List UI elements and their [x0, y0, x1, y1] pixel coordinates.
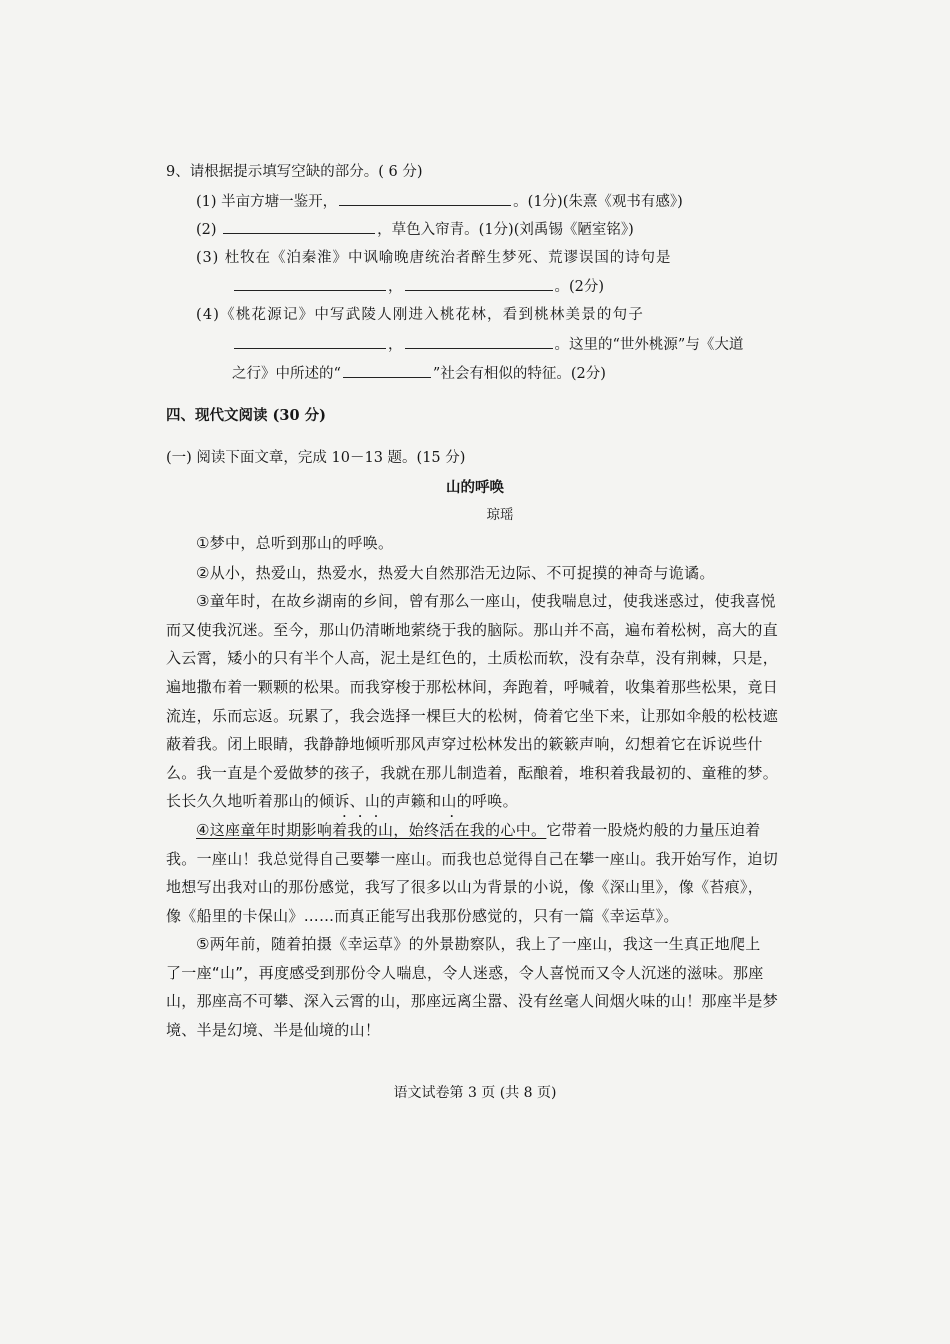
item-3-separator: ， [388, 279, 403, 295]
item-4-blank-2[interactable] [405, 334, 553, 349]
paragraph-4-line-3: 地想写出我对山的那份感觉，我写了很多以山为背景的小说，像《深山里》，像《苔痕》， [166, 878, 764, 896]
item-4-blank-1[interactable] [234, 334, 386, 349]
paragraph-4-line-1 [196, 820, 782, 840]
section-4-subheading: (一) 阅读下面文章，完成 10－13 题。(15 分) [166, 450, 466, 466]
item-2-blank[interactable] [223, 219, 375, 234]
section-4-heading: 四、现代文阅读 (30 分) [166, 407, 326, 424]
paragraph-3-line-4: 遍地撒布着一颗颗的松果。而我穿梭于那松林间，奔跑着，呼喊着，收集着那些松果，竟日 [166, 678, 779, 696]
paragraph-5-line-3: 山，那座高不可攀、深入云霄的山，那座远离尘嚣、没有丝毫人间烟火味的山！那座半是梦 [166, 992, 779, 1010]
question-9-item-2 [196, 219, 634, 240]
paragraph-3-line-7: 么。我一直是个爱做梦的孩子，我就在那儿制造着，酝酿着，堆积着我最初的、童稚的梦。 [166, 764, 779, 782]
paragraph-2: ②从小，热爱山，热爱水，热爱大自然那浩无边际、不可捉摸的神奇与诡谲。 [196, 564, 715, 582]
paragraph-4-line-4: 像《船里的卡保山》……而真正能写出我那份感觉的，只有一篇《幸运草》。 [166, 907, 679, 925]
paragraph-5-line-4: 境、半是幻境、半是仙境的山！ [166, 1021, 381, 1039]
item-4-prompt-2: 之行》中所述的“ [232, 366, 341, 382]
paragraph-4-line-1-rest: 它带着一股烧灼般的力量压迫着 [546, 821, 761, 839]
question-9-item-1 [196, 191, 683, 212]
question-9-item-3-answer [232, 276, 604, 297]
paragraph-3-line-2: 而又使我沉迷。至今，那山仍清晰地萦绕于我的脑际。那山并不高，遍布着松树，高大的直 [166, 621, 779, 639]
item-4-separator: ， [388, 337, 403, 353]
item-2-suffix: ，草色入帘青。(1分)(刘禹锡《陋室铭》) [377, 222, 634, 238]
question-9-item-4-answer [232, 334, 743, 355]
item-2-prompt: (2) [196, 222, 217, 238]
paragraph-3-line-1: ③童年时，在故乡湖南的乡间，曾有那么一座山，使我喘息过，使我迷惑过，使我喜悦 [196, 592, 776, 610]
item-3-blank-2[interactable] [405, 276, 553, 291]
item-4-suffix-2: ”社会有相似的特征。(2分) [432, 366, 606, 382]
paragraph-3-line-8: 长长久久地听着那山的倾诉、山的声籁和山的呼唤。 [166, 792, 518, 810]
page-footer: 语文试卷第 3 页 (共 8 页) [393, 1085, 557, 1101]
paragraph-3-line-6: 蔽着我。闭上眼睛，我静静地倾听那风声穿过松林发出的簌簌声响，幻想着它在诉说些什 [166, 735, 763, 753]
article-author: 琼瑶 [486, 507, 514, 523]
question-9-heading: 9、请根据提示填写空缺的部分。( 6 分) [166, 164, 423, 180]
item-1-suffix: 。(1分)(朱熹《观书有感》) [513, 194, 683, 210]
article-title: 山的呼唤 [446, 479, 504, 496]
question-9-item-3: (3) 杜牧在《泊秦淮》中讽喻晚唐统治者醉生梦死、荒谬误国的诗句是 [196, 250, 672, 266]
item-1-blank[interactable] [339, 191, 511, 206]
paragraph-4-line-2: 我。一座山！我总觉得自己要攀一座山。而我也总觉得自己在攀一座山。我开始写作，迫切 [166, 850, 779, 868]
item-4-blank-3[interactable] [343, 363, 431, 378]
item-3-blank-1[interactable] [234, 276, 386, 291]
paragraph-3-line-3: 入云霄，矮小的只有半个人高，泥土是红色的，土质松而软，没有杂草，没有荆棘，只是， [166, 649, 779, 667]
emphasis-dots: ··· · [342, 807, 466, 825]
paragraph-5-line-2: 了一座“山”，再度感受到那份令人喘息，令人迷惑，令人喜悦而又令人沉迷的滋味。那座 [166, 964, 764, 982]
paragraph-3-line-5: 流连，乐而忘返。玩累了，我会选择一棵巨大的松树，倚着它坐下来，让那如伞般的松枝遮 [166, 707, 779, 725]
paragraph-1: ①梦中，总听到那山的呼唤。 [196, 534, 394, 552]
paragraph-5-line-1: ⑤两年前，随着拍摄《幸运草》的外景勘察队，我上了一座山，我这一生真正地爬上 [196, 935, 761, 953]
item-3-suffix: 。(2分) [554, 279, 605, 295]
question-9-item-4-continued [232, 363, 606, 384]
question-9-item-4: (4)《桃花源记》中写武陵人刚进入桃花林，看到桃林美景的句子 [196, 307, 645, 323]
item-1-prompt: (1) 半亩方塘一鉴开， [196, 194, 338, 210]
item-4-suffix: 。这里的“世外桃源”与《大道 [554, 337, 744, 353]
paragraph-4-underlined-sentence: ④这座童年时期影响着我的山，始终活在我的心中。 [196, 821, 547, 839]
